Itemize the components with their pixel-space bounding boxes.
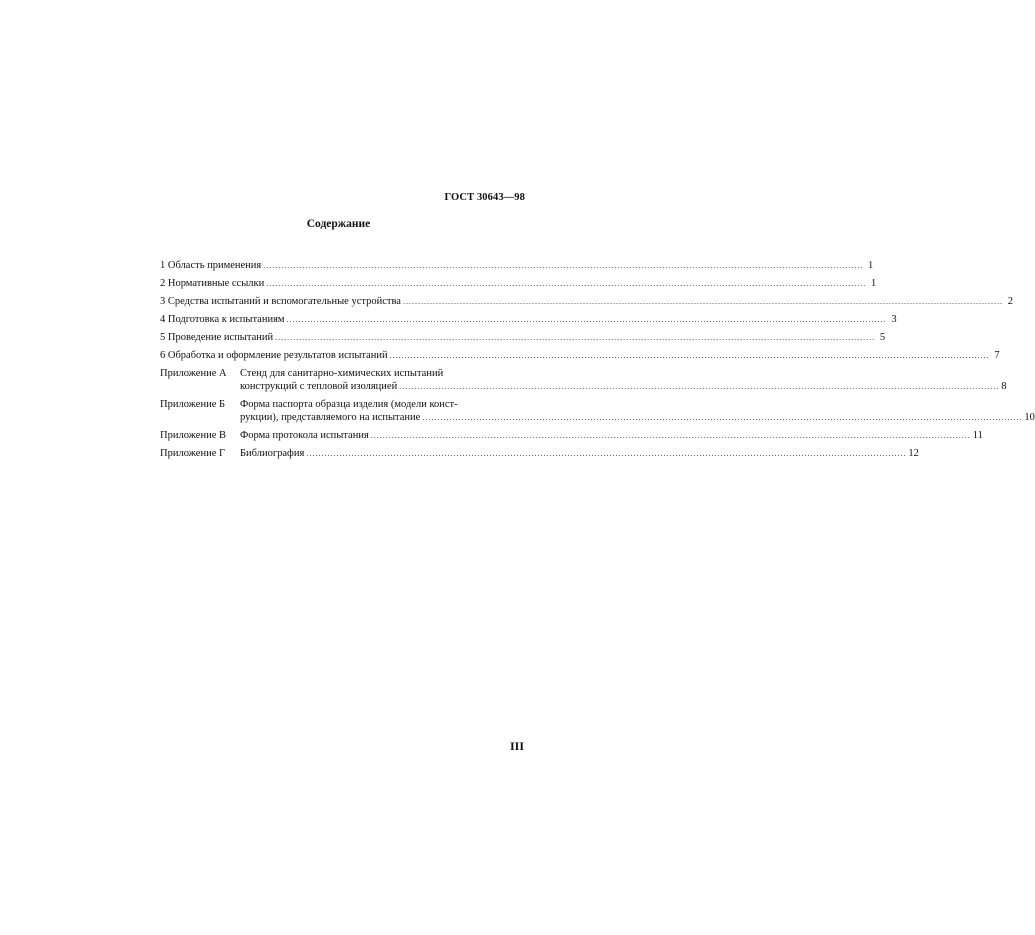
dot-leader: ........................................................................................................................................................................................................ [399,382,1000,391]
toc-entry[interactable] [160,331,886,344]
dot-leader: ........................................................................................................................................................................................................ [402,297,1003,306]
appendix-title-line: Форма паспорта образца изделия (модели конст- [240,399,458,410]
toc-entry-label: 3 Средства испытаний и вспомогательные устройства [160,296,401,307]
dot-leader: ........................................................................................................................................................................................................ [422,413,1023,422]
appendix-prefix: Приложение Б [160,399,226,410]
toc-entry-page: 1 [870,278,877,289]
appendix-title-line: Стенд для санитарно-химических испытаний [240,368,444,379]
toc-entry[interactable] [160,349,1000,362]
toc-entry-page: 3 [891,314,897,325]
appendix-entry[interactable] [160,398,1035,424]
toc-entry-label: 4 Подготовка к испытаниям [160,314,285,325]
appendix-entry[interactable] [160,367,1007,393]
appendix-entry[interactable] [160,429,983,442]
toc-entry[interactable] [160,259,874,272]
appendix-page: 11 [972,430,983,441]
appendix-title-line: рукции), представляемого на испытание [240,412,421,423]
toc-title: Содержание [306,218,371,230]
document-code: ГОСТ 30643—98 [444,192,525,203]
appendix-page: 8 [1001,381,1007,392]
appendix-prefix: Приложение Г [160,448,226,459]
appendix-title-line: Библиография [240,448,305,459]
toc-entry[interactable] [160,277,877,290]
table-of-contents [160,259,1035,465]
toc-entry-page: 7 [994,350,1000,361]
toc-entry-label: 2 Нормативные ссылки [160,278,265,289]
dot-leader: ........................................................................................................................................................................................................ [286,315,887,324]
dot-leader: ........................................................................................................................................................................................................ [306,449,907,458]
toc-entry-label: 5 Проведение испытаний [160,332,274,343]
dot-leader: ........................................................................................................................................................................................................ [370,431,971,440]
appendix-page: 10 [1024,412,1035,423]
toc-entry-label: 6 Обработка и оформление результатов испытаний [160,350,388,361]
dot-leader: ........................................................................................................................................................................................................ [389,351,990,360]
dot-leader: ........................................................................................................................................................................................................ [266,279,867,288]
toc-entry-label: 1 Область применения [160,260,262,271]
toc-entry[interactable] [160,313,897,326]
page-number: III [509,739,524,753]
dot-leader: ........................................................................................................................................................................................................ [275,333,876,342]
appendix-title-line: конструкций с тепловой изоляцией [240,381,398,392]
appendix-title-line: Форма протокола испытания [240,430,369,441]
appendix-prefix: Приложение В [160,430,226,441]
toc-entry-page: 1 [868,260,874,271]
dot-leader: ........................................................................................................................................................................................................ [263,261,864,270]
appendix-prefix: Приложение А [160,368,227,379]
toc-entry-page: 5 [879,332,886,343]
appendix-page: 12 [908,448,919,459]
toc-entry[interactable] [160,295,1013,308]
appendix-entry[interactable] [160,447,919,460]
toc-entry-page: 2 [1007,296,1013,307]
